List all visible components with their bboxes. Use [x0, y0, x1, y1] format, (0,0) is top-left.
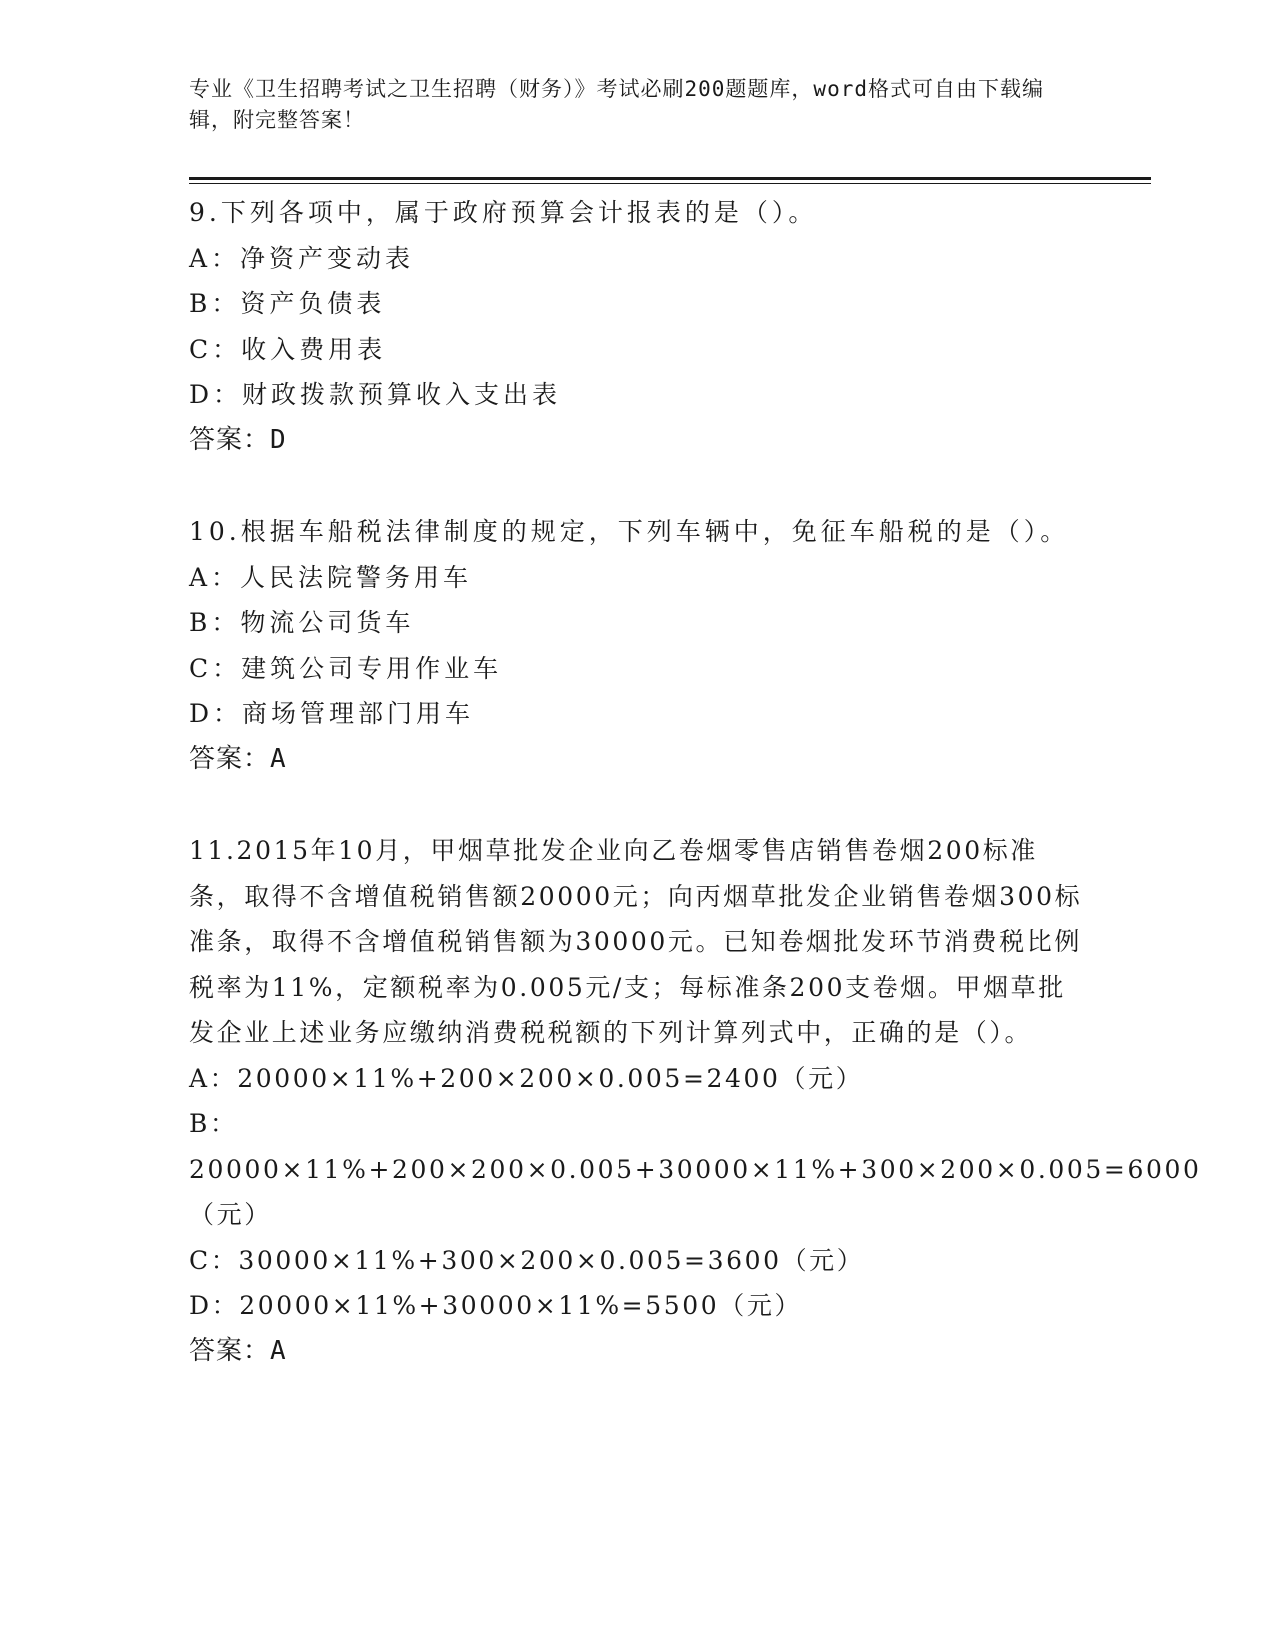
question-stem: 10.根据车船税法律制度的规定，下列车辆中，免征车船税的是（）。 [189, 517, 1070, 546]
header-rule-thin [189, 183, 1151, 184]
header-rule-thick [189, 177, 1151, 180]
option-c: C：30000×11%+300×200×0.005=3600（元） [189, 1245, 865, 1275]
option-c: C：收入费用表 [189, 334, 387, 364]
question-9 [189, 190, 1089, 463]
answer: 答案：A [189, 743, 287, 774]
option-c: C：建筑公司专用作业车 [189, 653, 503, 683]
option-b: B：物流公司货车 [189, 608, 415, 637]
option-a: A：人民法院警务用车 [189, 562, 473, 592]
answer: 答案：D [189, 424, 287, 455]
question-stem: 9.下列各项中，属于政府预算会计报表的是（）。 [189, 198, 818, 227]
answer: 答案：A [189, 1335, 287, 1366]
question-list [189, 190, 1202, 1420]
question-10 [189, 509, 1089, 782]
option-b: B：资产负债表 [189, 289, 386, 318]
option-d: D：商场管理部门用车 [189, 699, 475, 728]
question-11 [189, 828, 1202, 1374]
option-d: D：20000×11%+30000×11%=5500（元） [189, 1291, 803, 1320]
document-header: 专业《卫生招聘考试之卫生招聘（财务）》考试必刷200题题库，word格式可自由下载编辑，附完整答案！ [189, 77, 1044, 132]
option-b: B：20000×11%+200×200×0.005+30000×11%+300×200×0.005=6000（元） [189, 1109, 1202, 1229]
option-a: A：净资产变动表 [189, 243, 415, 273]
question-stem: 11.2015年10月，甲烟草批发企业向乙卷烟零售店销售卷烟200标准条，取得不含增值税销售额20000元；向丙烟草批发企业销售卷烟300标准条，取得不含增值税销售额为30000元。已知卷烟批发环节消费税比例税率为11%，定额税率为0.005元/支；每标准条200支卷烟。甲烟草批发企业上述业务应缴纳消费税税额的下列计算列式中，正确的是（）。 [189, 836, 1083, 1047]
option-a: A：20000×11%+200×200×0.005=2400（元） [189, 1063, 864, 1093]
option-d: D：财政拨款预算收入支出表 [189, 380, 562, 409]
